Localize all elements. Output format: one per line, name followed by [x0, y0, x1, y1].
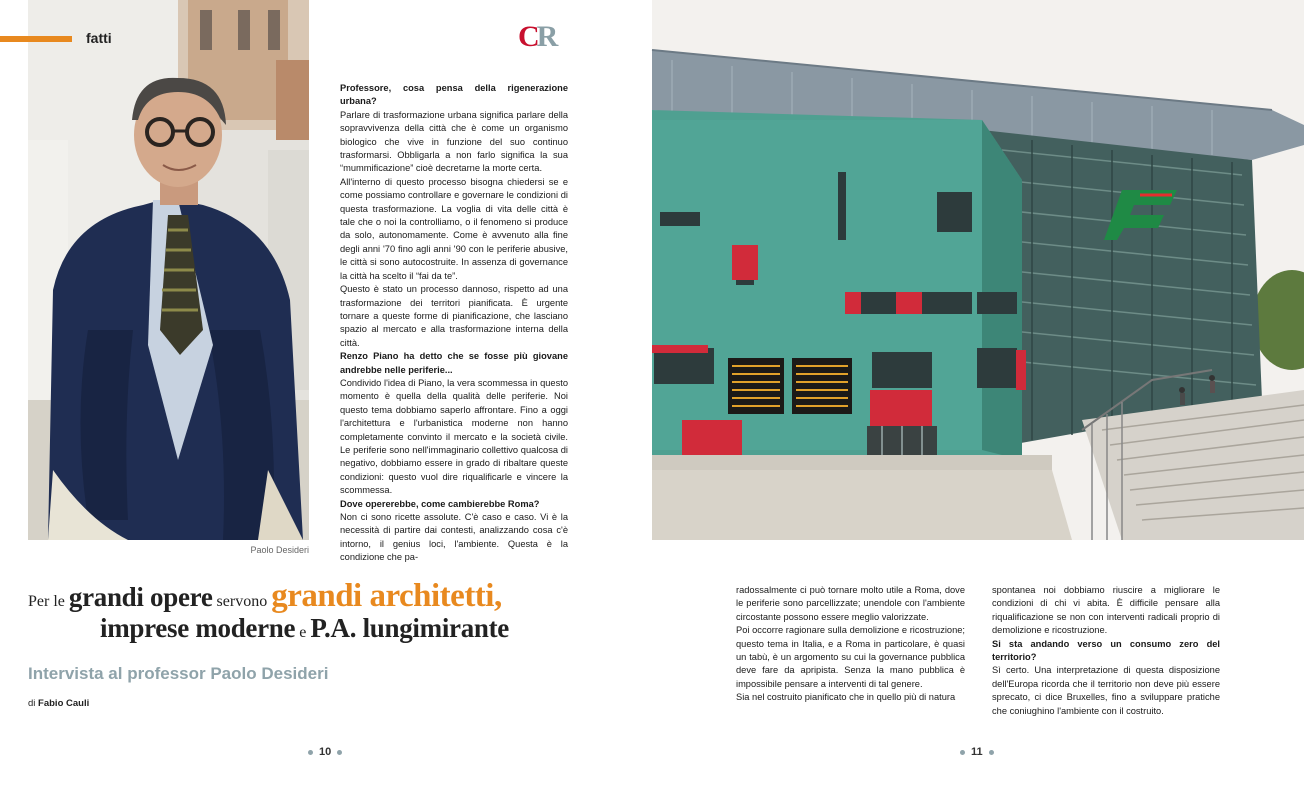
article-paragraph: Parlare di trasformazione urbana significa parlare della sopravvivenza della città che è come un organismo biologico che vive in funzione del suo continuo trasformarsi. Obbligarla a non farlo significa la sua “mummificazione” cioè decretarne la morte certa. [340, 109, 568, 174]
folio-dot-icon [960, 750, 965, 755]
article-paragraph: Condivido l'idea di Piano, la vera scommessa in questo momento è quella della qualità delle periferie. Noi questo tema dobbiamo saperlo affrontare. Fino a oggi l'architettura e l'urbanistica moderne non hanno completamente convinto il mercato e la società civile. Le periferie sono nell'immaginario collettivo qualcosa di negativo, dobbiamo essere in grado di ribaltare queste condizioni: questo vuol dire riqualificarle e vincere la scommessa. [340, 377, 568, 496]
article-question: Renzo Piano ha detto che se fosse più giovane andrebbe nelle periferie... [340, 351, 568, 375]
headline-word: grandi opere [68, 582, 213, 612]
headline-word: e [299, 624, 307, 641]
folio-dot-icon [308, 750, 313, 755]
article-column-3 [992, 584, 1220, 714]
headline-highlight: grandi architetti, [271, 578, 502, 614]
logo-letter-c: C [518, 20, 537, 53]
page-number: 10 [319, 746, 332, 758]
article-column-1 [340, 82, 568, 563]
article-question: Si sta andando verso un consumo zero del territorio? [992, 638, 1220, 663]
station-photo [652, 0, 1304, 540]
section-label: fatti [86, 30, 112, 46]
author-name: Fabio Cauli [38, 698, 90, 709]
article-paragraph: Sia nel costruito pianificato che in quello più di natura [736, 692, 956, 703]
section-accent-bar [0, 36, 72, 42]
page-number-left [308, 746, 342, 758]
magazine-logo [518, 22, 555, 52]
article-paragraph: radossalmente ci può tornare molto utile a Roma, dove le periferie sono parcellizzate; unendole con l'ambiente circostante possono essere meglio valorizzate. [736, 585, 965, 622]
article-paragraph: Poi occorre ragionare sulla demolizione e ricostruzione; questo tema in Italia, e a Roma in particolare, è quasi un tabù, è un argomento su cui la governance pubblica deve fare da apripista. Senza la mano pubblica è impossibile pensare a interventi di tal genere. [736, 625, 965, 689]
headline-word: P.A. lungimirante [310, 613, 509, 643]
byline-prefix: di [28, 698, 36, 709]
folio-dot-icon [989, 750, 994, 755]
article-question: Dove opererebbe, come cambierebbe Roma? [340, 498, 540, 509]
page-number: 11 [971, 746, 983, 758]
article-question: Professore, cosa pensa della rigenerazione urbana? [340, 83, 568, 107]
headline-word: imprese moderne [100, 613, 296, 643]
article-paragraph: spontanea noi dobbiamo riuscire a migliorare le condizioni di chi vi abita. È difficile pensare alla riqualificazione se non con interventi radicali proprio di demolizione e ricostruzione. [992, 585, 1220, 636]
article-paragraph: Non ci sono ricette assolute. C'è caso e caso. Vi è la necessità di partire dai contesti, analizzando cosa c'è intorno, il genius loci, l'ambiente. Questa è la condizione che pa- [340, 512, 568, 563]
logo-letter-r: R [536, 20, 556, 53]
article-headline [28, 580, 568, 642]
page-number-right [960, 746, 994, 758]
article-paragraph: Sì certo. Una interpretazione di questa disposizione dell'Europa ricorda che il territorio non deve più essere sprecato, ci dice Bruxelles, fino a sviluppare pratiche che coniughino l'ambiente con il costruito. [992, 665, 1220, 716]
photo-caption: Paolo Desideri [250, 545, 309, 555]
article-paragraph: Questo è stato un processo dannoso, rispetto ad una trasformazione dei territori pianificata. È urgente tornare a queste forme di pianificazione, che lasciano spazio al mercato e alla trasformazione interna della città. [340, 284, 568, 348]
article-paragraph: All'interno di questo processo bisogna chiedersi se e come possiamo controllare e governare le condizioni di questa trasformazione. La voglia di vita delle città è tale che o noi la controlliamo, o il fenomeno si produce da solo, autonomamente. Come è avvenuto alla fine degli anni '70 fino agli anni '90 con le periferie abusive, le città si sono autocostruite. In assenza di governance la città ha scelto il “fai da te”. [340, 176, 568, 281]
byline [28, 698, 89, 709]
folio-dot-icon [337, 750, 342, 755]
portrait-photo [28, 0, 309, 540]
article-subheading: Intervista al professor Paolo Desideri [28, 664, 329, 683]
headline-word: Per le [28, 593, 65, 610]
article-column-2 [736, 584, 965, 714]
headline-word: servono [216, 593, 268, 610]
